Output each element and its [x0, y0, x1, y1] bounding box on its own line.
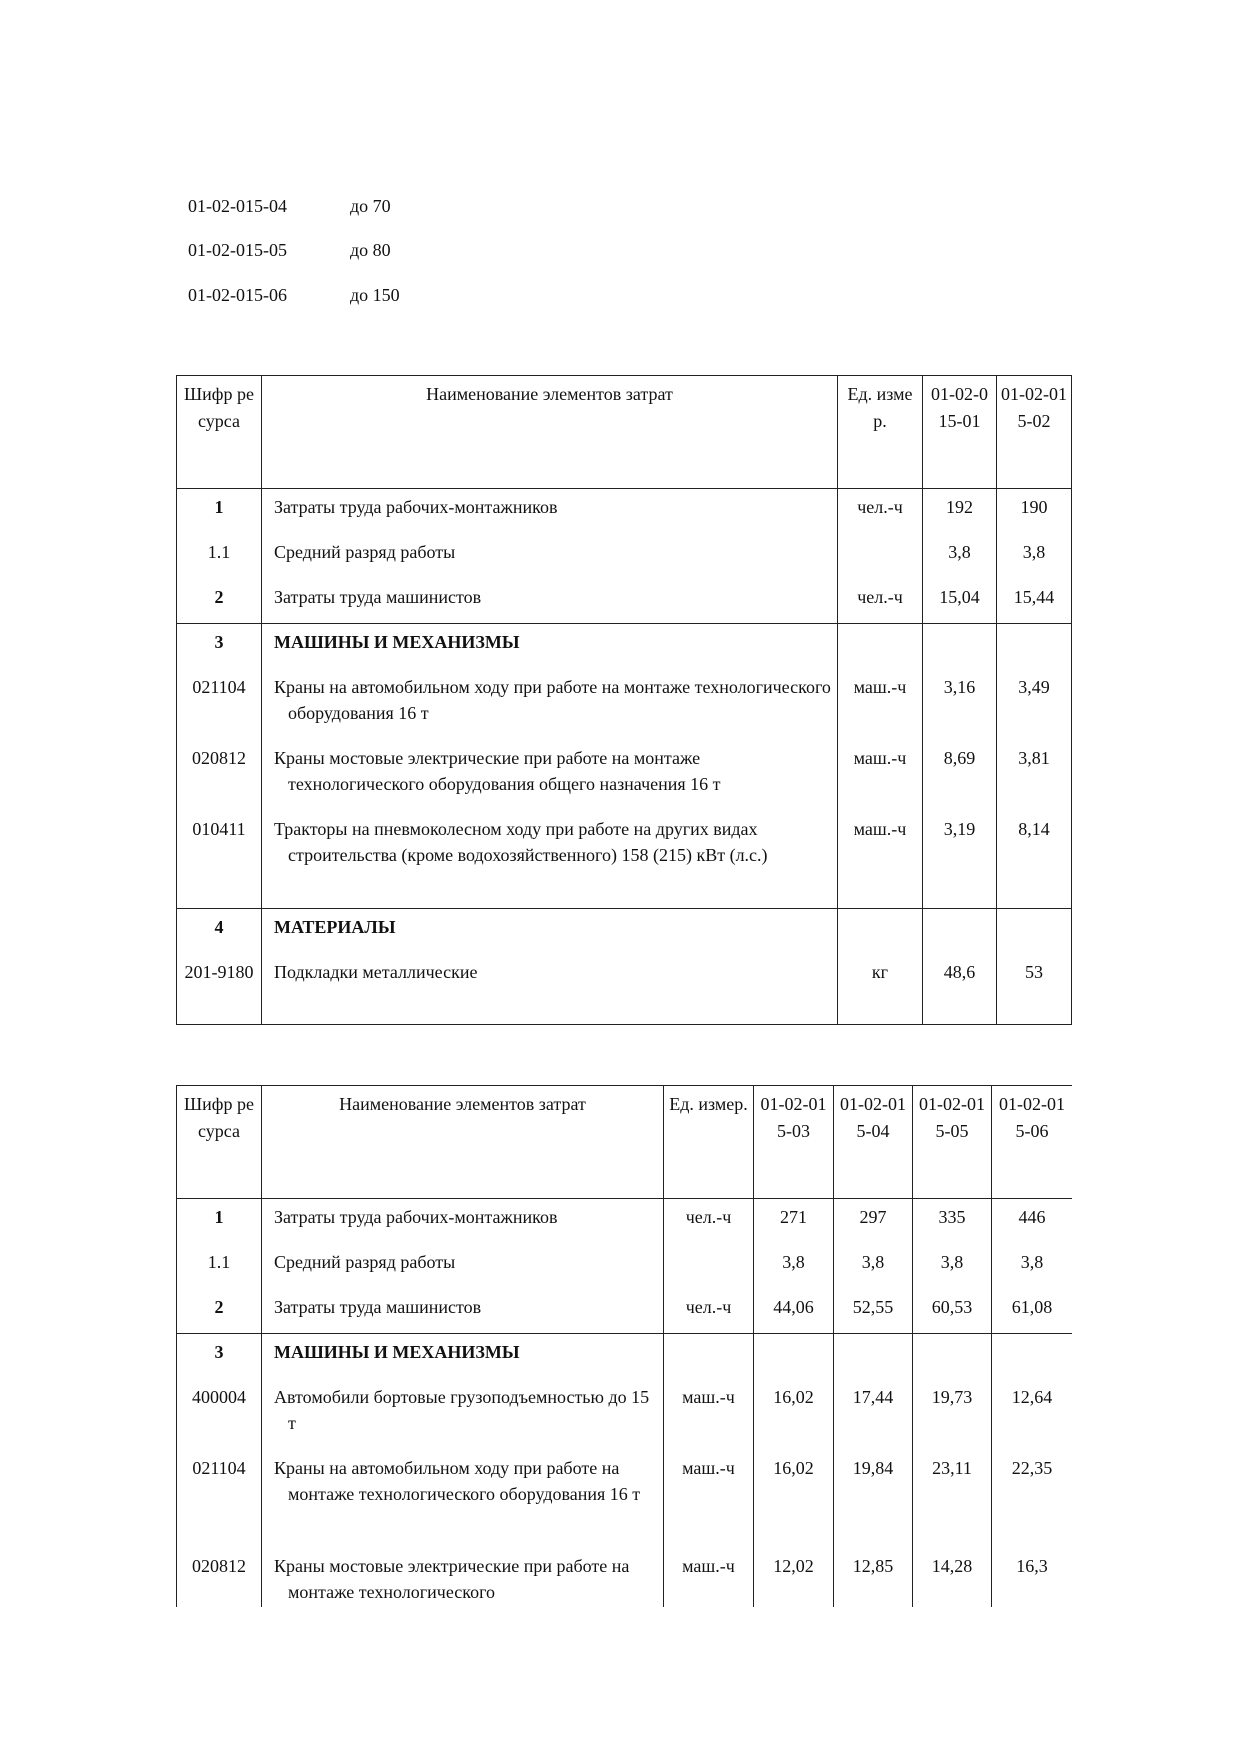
table-row: [177, 1334, 1073, 1379]
value-cell: 3,8: [754, 1244, 834, 1289]
list-code: 01-02-015-05: [188, 240, 287, 260]
list-item: [188, 193, 391, 219]
list-code: 01-02-015-04: [188, 196, 287, 216]
value-cell: 12,02: [754, 1548, 834, 1608]
value-cell: [913, 1334, 992, 1379]
resource-code: 1.1: [177, 534, 262, 579]
unit: [664, 1334, 754, 1379]
table-row: [177, 534, 1072, 579]
resource-table-2-wrap: [176, 1085, 1072, 1607]
value-cell: 19,73: [913, 1379, 992, 1450]
resource-name-cell: [262, 1289, 664, 1334]
resource-name: Подкладки металлические: [274, 961, 478, 982]
resource-code: 400004: [177, 1379, 262, 1450]
value-cell: 446: [992, 1199, 1073, 1244]
resource-name-cell: [262, 1334, 664, 1379]
table-row: [177, 1548, 1073, 1608]
column-header: Ед. измер.: [838, 376, 923, 489]
list-value: до 80: [350, 240, 391, 260]
resource-name: Затраты труда рабочих-монтажников: [274, 497, 558, 517]
value-cell: 3,49: [997, 669, 1072, 740]
unit: кг: [838, 954, 923, 1025]
resource-name-cell: [262, 954, 838, 1025]
value-cell: 297: [834, 1199, 913, 1244]
resource-code: 2: [177, 579, 262, 624]
value-cell: 14,28: [913, 1548, 992, 1608]
resource-name-cell: [262, 624, 838, 669]
unit: маш.-ч: [664, 1450, 754, 1548]
resource-code: 3: [177, 1334, 262, 1379]
value-cell: 335: [913, 1199, 992, 1244]
resource-name: Затраты труда машинистов: [274, 586, 482, 607]
resource-table-1: [176, 375, 1072, 1025]
resource-name-cell: [262, 579, 838, 624]
value-cell: 16,02: [754, 1450, 834, 1548]
table-row: [177, 1199, 1073, 1244]
value-cell: 53: [997, 954, 1072, 1025]
value-cell: [754, 1334, 834, 1379]
table-row: [177, 740, 1072, 811]
resource-name: Средний разряд работы: [274, 541, 456, 562]
value-cell: 15,44: [997, 579, 1072, 624]
resource-name-cell: [262, 1379, 664, 1450]
resource-name-cell: [262, 909, 838, 954]
table-row: [177, 579, 1072, 624]
column-header: 01-02-015-05: [913, 1086, 992, 1199]
table-row: [177, 909, 1072, 954]
table-row: [177, 489, 1072, 534]
list-item: [188, 237, 391, 263]
resource-code: 2: [177, 1289, 262, 1334]
resource-name: Краны на автомобильном ходу при работе на монтаже технологического оборудования 16 т: [274, 676, 831, 723]
value-cell: [997, 909, 1072, 954]
value-cell: [997, 624, 1072, 669]
header-row: [177, 376, 1072, 489]
unit: [838, 909, 923, 954]
value-cell: 60,53: [913, 1289, 992, 1334]
value-cell: 16,02: [754, 1379, 834, 1450]
value-cell: 3,8: [913, 1244, 992, 1289]
value-cell: 8,14: [997, 811, 1072, 909]
unit: маш.-ч: [838, 669, 923, 740]
resource-name-cell: [262, 740, 838, 811]
unit: чел.-ч: [838, 579, 923, 624]
resource-name: Краны мостовые электрические при работе на монтаже технологического оборудования общего назначения 16 т: [274, 747, 721, 794]
value-cell: 3,19: [923, 811, 997, 909]
value-cell: [834, 1334, 913, 1379]
resource-code: 1.1: [177, 1244, 262, 1289]
list-value: до 70: [350, 196, 391, 216]
resource-table-1-wrap: [176, 375, 1072, 1025]
resource-name: Краны на автомобильном ходу при работе на монтаже технологического оборудования 16 т: [274, 1457, 641, 1504]
value-cell: 19,84: [834, 1450, 913, 1548]
resource-table-2: [176, 1085, 1072, 1607]
column-header: 01-02-015-04: [834, 1086, 913, 1199]
value-cell: 12,64: [992, 1379, 1073, 1450]
value-cell: 17,44: [834, 1379, 913, 1450]
resource-name-cell: [262, 1244, 664, 1289]
resource-name: Затраты труда машинистов: [274, 1296, 482, 1317]
unit: маш.-ч: [838, 811, 923, 909]
column-header: 01-02-015-02: [997, 376, 1072, 489]
resource-name: Средний разряд работы: [274, 1251, 456, 1272]
value-cell: 3,8: [997, 534, 1072, 579]
value-cell: 8,69: [923, 740, 997, 811]
table-row: [177, 624, 1072, 669]
column-header: Ед. измер.: [664, 1086, 754, 1199]
table-row: [177, 811, 1072, 909]
value-cell: 23,11: [913, 1450, 992, 1548]
value-cell: 16,3: [992, 1548, 1073, 1608]
value-cell: [923, 909, 997, 954]
value-cell: 3,8: [923, 534, 997, 579]
unit: маш.-ч: [838, 740, 923, 811]
resource-name-cell: [262, 534, 838, 579]
resource-name-cell: [262, 811, 838, 909]
unit: чел.-ч: [838, 489, 923, 534]
value-cell: 190: [997, 489, 1072, 534]
resource-name: МАШИНЫ И МЕХАНИЗМЫ: [274, 1342, 520, 1362]
resource-name-cell: [262, 1450, 664, 1548]
resource-name: МАТЕРИАЛЫ: [274, 917, 396, 937]
value-cell: 61,08: [992, 1289, 1073, 1334]
unit: [838, 624, 923, 669]
column-header: Наименование элементов затрат: [262, 1086, 664, 1199]
resource-code: 1: [177, 489, 262, 534]
resource-name: Краны мостовые электрические при работе на монтаже технологического: [274, 1555, 630, 1602]
value-cell: 192: [923, 489, 997, 534]
unit: [838, 534, 923, 579]
resource-code: 201-9180: [177, 954, 262, 1025]
value-cell: 271: [754, 1199, 834, 1244]
column-header: Шифр ресурса: [177, 376, 262, 489]
table-row: [177, 669, 1072, 740]
value-cell: [992, 1334, 1073, 1379]
resource-name-cell: [262, 669, 838, 740]
column-header: 01-02-015-03: [754, 1086, 834, 1199]
column-header: 01-02-015-06: [992, 1086, 1073, 1199]
resource-name-cell: [262, 1548, 664, 1608]
resource-name-cell: [262, 489, 838, 534]
value-cell: 3,8: [834, 1244, 913, 1289]
table-row: [177, 1289, 1073, 1334]
column-header: Шифр ресурса: [177, 1086, 262, 1199]
value-cell: 48,6: [923, 954, 997, 1025]
table-row: [177, 954, 1072, 1025]
unit: маш.-ч: [664, 1379, 754, 1450]
value-cell: 12,85: [834, 1548, 913, 1608]
resource-code: 1: [177, 1199, 262, 1244]
list-code: 01-02-015-06: [188, 285, 287, 305]
value-cell: 3,16: [923, 669, 997, 740]
unit: [664, 1244, 754, 1289]
column-header: 01-02-015-01: [923, 376, 997, 489]
unit: чел.-ч: [664, 1289, 754, 1334]
list-item: [188, 282, 400, 308]
resource-name: Тракторы на пневмоколесном ходу при работе на других видах строительства (кроме водохозяйственного) 158 (215) кВт (л.с.): [274, 818, 768, 865]
list-value: до 150: [350, 285, 400, 305]
resource-code: 021104: [177, 1450, 262, 1548]
table-row: [177, 1450, 1073, 1548]
resource-code: 010411: [177, 811, 262, 909]
header-row: [177, 1086, 1073, 1199]
value-cell: 52,55: [834, 1289, 913, 1334]
resource-name-cell: [262, 1199, 664, 1244]
value-cell: 44,06: [754, 1289, 834, 1334]
value-cell: 22,35: [992, 1450, 1073, 1548]
resource-name: Затраты труда рабочих-монтажников: [274, 1207, 558, 1227]
unit: чел.-ч: [664, 1199, 754, 1244]
value-cell: 3,8: [992, 1244, 1073, 1289]
resource-name: МАШИНЫ И МЕХАНИЗМЫ: [274, 632, 520, 652]
table-row: [177, 1379, 1073, 1450]
resource-code: 3: [177, 624, 262, 669]
resource-name: Автомобили бортовые грузоподъемностью до 15 т: [274, 1386, 650, 1433]
table-row: [177, 1244, 1073, 1289]
resource-code: 020812: [177, 740, 262, 811]
resource-code: 4: [177, 909, 262, 954]
value-cell: [923, 624, 997, 669]
value-cell: 3,81: [997, 740, 1072, 811]
value-cell: 15,04: [923, 579, 997, 624]
resource-code: 020812: [177, 1548, 262, 1608]
column-header: Наименование элементов затрат: [262, 376, 838, 489]
unit: маш.-ч: [664, 1548, 754, 1608]
resource-code: 021104: [177, 669, 262, 740]
